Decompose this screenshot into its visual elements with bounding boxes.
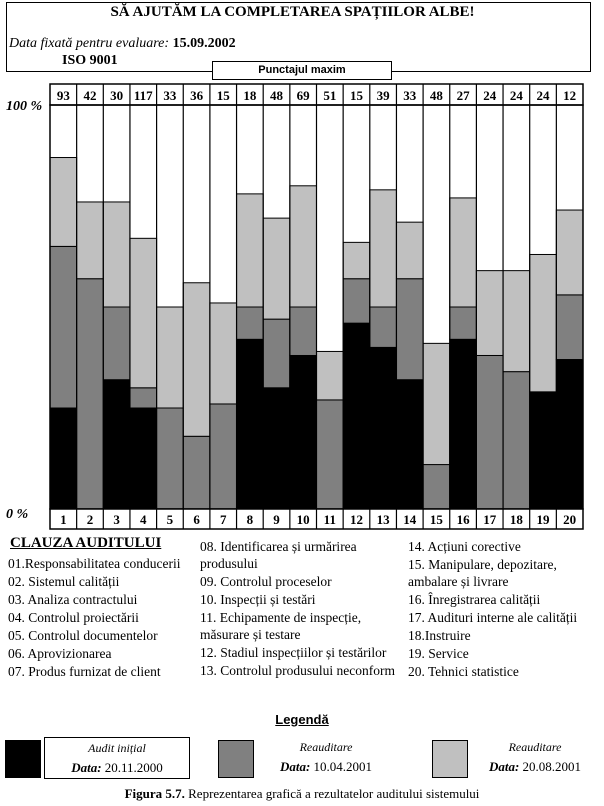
- bar-seg-3-s2: [103, 307, 130, 380]
- legend-item-date: 20.08.2001: [522, 759, 582, 774]
- bar-seg-7-s3: [210, 303, 237, 404]
- max-points-label: 24: [509, 88, 523, 103]
- category-tick-label: 17: [483, 512, 497, 527]
- audit-chart: [0, 80, 604, 535]
- legend-swatch-reaudit-2: [432, 740, 468, 778]
- clause-item: 07. Produs furnizat de client: [8, 664, 161, 679]
- max-points-label: 18: [243, 88, 257, 103]
- bar-seg-17-s2: [476, 355, 503, 509]
- bar-seg-4-s1: [130, 408, 157, 509]
- legend-item-reaudit-2: [470, 737, 600, 777]
- max-points-label: 69: [296, 88, 310, 103]
- max-points-label: 117: [133, 88, 153, 103]
- max-points-label: 93: [56, 88, 70, 103]
- clause-item: 17. Audituri interne ale calității: [408, 610, 578, 625]
- bar-seg-6-s2: [183, 436, 210, 509]
- legend-item-title: Reauditare: [299, 740, 353, 754]
- bar-seg-1-s1: [50, 408, 77, 509]
- clause-item: 20. Tehnici statistice: [408, 664, 519, 679]
- bar-seg-10-s3: [290, 186, 317, 307]
- max-points-label: 48: [270, 88, 284, 103]
- max-points-label: 51: [323, 88, 337, 103]
- clause-item: 03. Analiza contractului: [8, 592, 138, 607]
- bar-seg-16-s2: [450, 307, 477, 339]
- clause-item: 02. Sistemul calității: [8, 574, 120, 589]
- evaluation-date-value: 15.09.2002: [172, 36, 236, 51]
- bar-seg-10-s2: [290, 307, 317, 355]
- bar-seg-8-s2: [237, 307, 264, 339]
- legend-item-initial: [44, 737, 190, 779]
- max-points-label: 12: [563, 88, 577, 103]
- category-tick-label: 2: [86, 512, 94, 527]
- clause-item: 06. Aprovizionarea: [8, 646, 112, 661]
- figure-number: Figura 5.7.: [124, 786, 185, 801]
- legend-date-label: Data:: [279, 759, 311, 774]
- bar-seg-11-s2: [317, 400, 344, 509]
- bar-seg-12-s1: [343, 323, 370, 509]
- bar-seg-8-s1: [237, 339, 264, 509]
- bar-seg-19-s1: [530, 392, 557, 509]
- legend-item-title: Audit inițial: [88, 741, 146, 755]
- legend-date-label: Data:: [71, 760, 102, 775]
- bar-seg-2-s3: [77, 202, 104, 279]
- max-points-label: 36: [190, 88, 204, 103]
- bar-seg-7-s2: [210, 404, 237, 509]
- max-points-label: 39: [376, 88, 390, 103]
- legend-item-reaudit-1: [258, 737, 394, 777]
- bar-seg-17-s3: [476, 271, 503, 356]
- max-points-label: 15: [349, 88, 363, 103]
- bar-seg-15-s2: [423, 465, 450, 509]
- clause-item: 15. Manipulare, depozitare, ambalare și livrare: [408, 557, 557, 589]
- category-tick-label: 13: [376, 512, 390, 527]
- clause-item: 16. Înregistrarea calității: [408, 592, 541, 607]
- bar-seg-6-s3: [183, 283, 210, 437]
- clause-item: 10. Inspecții și testări: [200, 592, 316, 607]
- category-tick-label: 12: [349, 512, 363, 527]
- figure-caption: [0, 786, 604, 802]
- bar-seg-4-s3: [130, 238, 157, 387]
- bar-seg-1-s2: [50, 246, 77, 408]
- bar-seg-18-s3: [503, 271, 530, 372]
- bar-seg-13-s3: [370, 190, 397, 307]
- legend-item-date: 10.04.2001: [313, 759, 373, 774]
- y-axis-top-label: 100 %: [6, 99, 43, 114]
- category-tick-label: 18: [509, 512, 523, 527]
- max-points-label: 27: [456, 88, 470, 103]
- category-tick-label: 4: [140, 512, 147, 527]
- max-points-label: 33: [403, 88, 417, 103]
- clause-list-title: CLAUZA AUDITULUI: [10, 535, 162, 551]
- bar-seg-3-s3: [103, 202, 130, 307]
- category-tick-label: 16: [456, 512, 470, 527]
- category-tick-label: 6: [193, 512, 200, 527]
- bar-seg-20-s2: [556, 295, 583, 360]
- legend-item-title: Reauditare: [508, 740, 562, 754]
- clause-item: 08. Identificarea și urmărirea produsului: [200, 539, 357, 571]
- bar-seg-9-s2: [263, 319, 290, 388]
- category-tick-label: 3: [113, 512, 120, 527]
- legend-swatch-initial: [5, 740, 41, 778]
- figure-caption-text: Reprezentarea grafică a rezultatelor auditului sistemului: [188, 786, 480, 801]
- bar-seg-13-s2: [370, 307, 397, 347]
- bar-seg-1-s3: [50, 158, 77, 247]
- bar-seg-15-s3: [423, 343, 450, 464]
- evaluation-date-line: [9, 36, 236, 52]
- clause-list: [0, 535, 604, 710]
- bar-seg-11-s3: [317, 351, 344, 399]
- clause-item: 11. Echipamente de inspecție, măsurare și testare: [200, 610, 362, 642]
- bar-seg-20-s1: [556, 360, 583, 509]
- category-tick-label: 19: [536, 512, 550, 527]
- bar-seg-13-s1: [370, 347, 397, 509]
- legend-item-date: 20.11.2000: [104, 760, 163, 775]
- category-tick-label: 7: [219, 512, 227, 527]
- bar-seg-12-s2: [343, 279, 370, 323]
- evaluation-date-label: Data fixată pentru evaluare:: [9, 36, 170, 51]
- bar-seg-10-s1: [290, 355, 317, 509]
- clause-item: 12. Stadiul inspecțiilor și testărilor: [200, 645, 387, 660]
- iso-standard: ISO 9001: [62, 53, 118, 68]
- category-tick-label: 9: [273, 512, 280, 527]
- bar-seg-9-s1: [263, 388, 290, 509]
- category-tick-label: 11: [323, 512, 336, 527]
- clause-item: 05. Controlul documentelor: [8, 628, 158, 643]
- legend-title: Legendă: [275, 712, 329, 727]
- category-tick-label: 20: [563, 512, 577, 527]
- clause-item: 13. Controlul produsului neconform: [200, 663, 395, 678]
- bar-seg-12-s3: [343, 242, 370, 278]
- bar-seg-14-s2: [396, 279, 423, 380]
- bar-seg-8-s3: [237, 194, 264, 307]
- page-title: SĂ AJUTĂM LA COMPLETAREA SPAȚIILOR ALBE!: [110, 4, 475, 20]
- category-tick-label: 1: [60, 512, 67, 527]
- max-points-label: 24: [483, 88, 497, 103]
- category-tick-label: 10: [296, 512, 310, 527]
- bar-seg-3-s1: [103, 380, 130, 509]
- max-points-label: 42: [83, 88, 97, 103]
- category-tick-label: 5: [166, 512, 174, 527]
- bar-seg-14-s1: [396, 380, 423, 509]
- category-tick-label: 14: [403, 512, 417, 527]
- bar-seg-19-s3: [530, 254, 557, 391]
- bar-seg-16-s1: [450, 339, 477, 509]
- bar-seg-2-s2: [77, 279, 104, 509]
- clause-item: 18.Instruire: [408, 628, 471, 643]
- legend-swatch-reaudit-1: [218, 740, 254, 778]
- max-points-label: 30: [110, 88, 124, 103]
- legend-date-label: Data:: [488, 759, 520, 774]
- clause-item: 04. Controlul proiectării: [8, 610, 139, 625]
- bar-seg-9-s3: [263, 218, 290, 319]
- category-tick-label: 15: [429, 512, 443, 527]
- bar-seg-16-s3: [450, 198, 477, 307]
- max-points-label: Punctajul maxim: [212, 61, 392, 80]
- y-axis-bottom-label: 0 %: [6, 507, 29, 522]
- max-points-label: 48: [429, 88, 443, 103]
- bar-seg-5-s3: [157, 307, 184, 408]
- bar-seg-14-s3: [396, 222, 423, 279]
- bar-seg-20-s3: [556, 210, 583, 295]
- category-tick-label: 8: [246, 512, 254, 527]
- max-points-label: 24: [536, 88, 550, 103]
- max-points-label: 33: [163, 88, 177, 103]
- bar-seg-4-s2: [130, 388, 157, 408]
- bar-seg-18-s2: [503, 372, 530, 509]
- clause-item: 19. Service: [408, 646, 469, 661]
- max-points-label: 15: [216, 88, 230, 103]
- clause-item: 14. Acțiuni corective: [408, 539, 521, 554]
- bar-seg-5-s2: [157, 408, 184, 509]
- clause-item: 09. Controlul proceselor: [200, 574, 332, 589]
- clause-item: 01.Responsabilitatea conducerii: [8, 556, 181, 571]
